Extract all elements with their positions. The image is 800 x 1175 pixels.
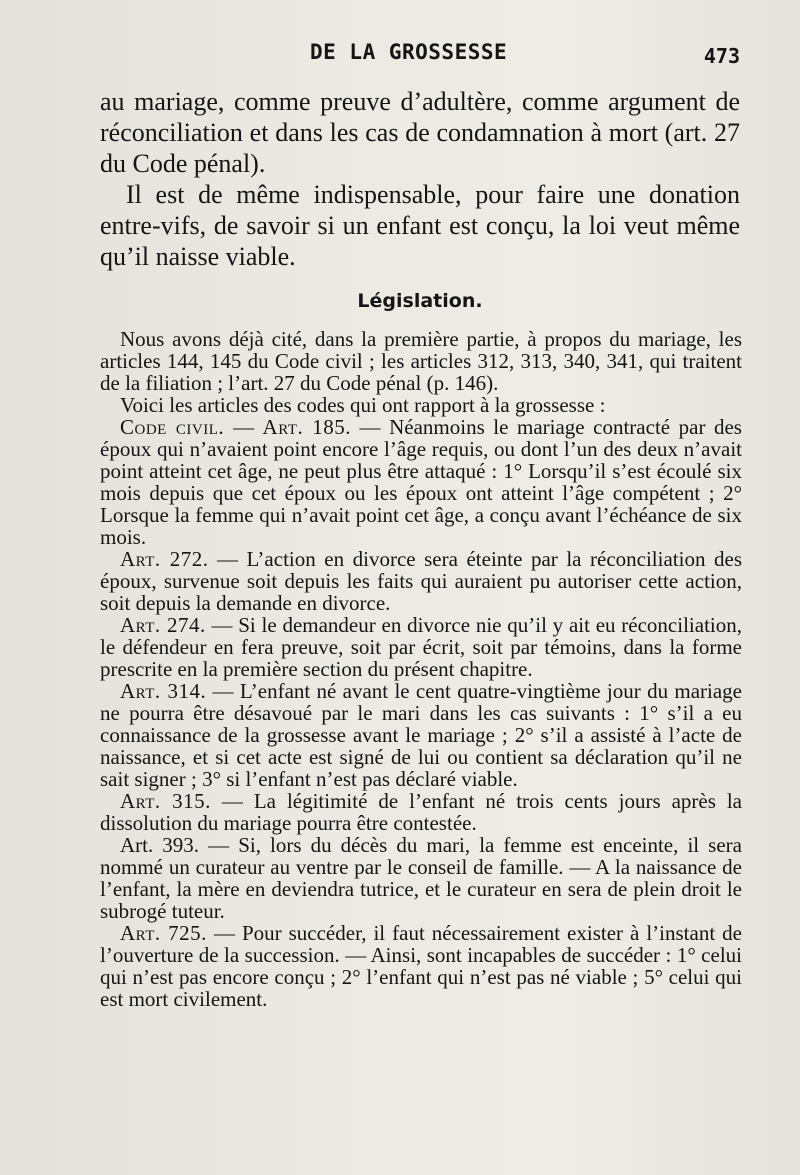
article-text: — Si, lors du décès du mari, la femme est enceinte, il sera nommé un curateur au ventre par le conseil de famille. — A la naissance de l’enfant, la mère en deviendra tutrice, et le curateur en sera de plein droit le subrogé tuteur. bbox=[100, 833, 742, 923]
intro-paragraph-2: Il est de même indispensable, pour faire une donation entre-vifs, de savoir si un enfant est conçu, la loi veut même qu’il naisse viable. bbox=[100, 180, 740, 271]
section-heading: Législation. bbox=[357, 290, 483, 312]
article-text: — La légitimité de l’enfant né trois cents jours après la dissolution du mariage pourra être contestée. bbox=[100, 789, 743, 835]
article-text: — Si le demandeur en divorce nie qu’il y ait eu réconciliation, le défendeur en fera preuve, soit par écrit, soit par témoins, dans la forme prescrite en la première section du présent chapitre. bbox=[100, 613, 742, 681]
article-label: Art. 274. bbox=[120, 613, 206, 637]
article-text: — L’action en divorce sera éteinte par la réconciliation des époux, survenue soit depuis les faits qui auraient pu autoriser cette action, soit depuis la demande en divorce. bbox=[100, 547, 742, 615]
article-393 bbox=[100, 834, 742, 922]
article-text: — L’enfant né avant le cent quatre-vingtième jour du mariage ne pourra être désavoué par le mari dans les cas suivants : 1° s’il a eu connaissance de la grossesse avant le mariage ; 2° s’il a assisté à l’acte de naissance, et si cet acte est signé de lui ou contient sa déclaration qu’il ne sait signer ; 3° si l’enfant n’est pas déclaré viable. bbox=[100, 679, 743, 791]
article-315 bbox=[100, 790, 742, 834]
article-label: Art. 393. bbox=[120, 833, 200, 857]
legislation-text bbox=[100, 328, 742, 1010]
article-725 bbox=[100, 922, 742, 1010]
legislation-paragraph-2: Voici les articles des codes qui ont rapport à la grossesse : bbox=[120, 393, 606, 417]
article-label: Art. 725. bbox=[120, 921, 207, 945]
intro-text bbox=[100, 86, 740, 272]
article-314 bbox=[100, 680, 742, 790]
article-label: Art. 314. bbox=[120, 679, 207, 703]
article-label: Art. 272. bbox=[120, 547, 209, 571]
article-label: Art. 315. bbox=[120, 789, 211, 813]
article-text: — Pour succéder, il faut nécessairement exister à l’instant de l’ouverture de la succession. — Ainsi, sont incapables de succéder : 1° celui qui n’est pas encore conçu ; 2° l’enfant qui n’est pas né viable ; 5° celui qui est mort civilement. bbox=[100, 921, 742, 1011]
article-185 bbox=[100, 416, 742, 548]
running-title: DE LA GROSSESSE bbox=[310, 40, 508, 64]
legislation-paragraph-1: Nous avons déjà cité, dans la première partie, à propos du mariage, les articles 144, 145 du Code civil ; les articles 312, 313, 340, 341, qui traitent de la filiation ; l’art. 27 du Code pénal (p. 146). bbox=[100, 327, 742, 395]
article-274 bbox=[100, 614, 742, 680]
article-272 bbox=[100, 548, 742, 614]
intro-paragraph-1: au mariage, comme preuve d’adultère, comme argument de réconciliation et dans les cas de condamnation à mort (art. 27 du Code pénal). bbox=[100, 87, 740, 178]
article-text: — Néanmoins le mariage contracté par des époux qui n’avaient point encore l’âge requis, ou dont l’un des deux n’avait point atteint cet âge, ne peut plus être attaqué : 1° Lorsqu’il s’est écoulé six mois depuis que cet époux ou les époux ont atteint l’âge compétent ; 2° Lorsque la femme qui n’avait point cet âge, a conçu avant l’échéance de six mois. bbox=[100, 415, 742, 549]
article-label: Code civil. — Art. 185. bbox=[120, 415, 352, 439]
page-number: 473 bbox=[703, 44, 740, 68]
page-header bbox=[100, 40, 740, 74]
